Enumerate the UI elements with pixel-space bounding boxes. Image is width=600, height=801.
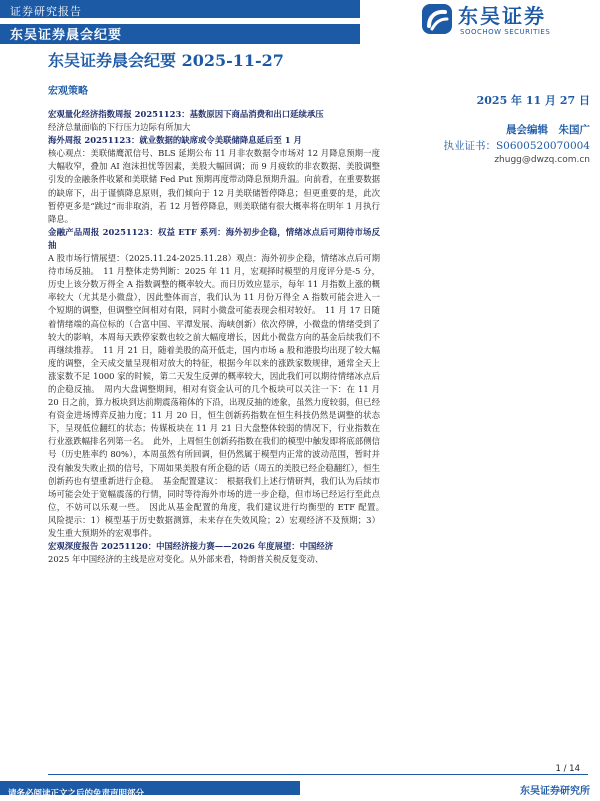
- heading-macro-quant: 宏观量化经济指数周报 20251123：基数原因下商品消费和出口延续承压: [48, 109, 324, 119]
- footer-company: 东吴证券研究所: [520, 786, 590, 797]
- paragraph-macro-deep: 2025 年中国经济的主线是应对变化。从外部来看，特朗普关税反复变动、: [48, 554, 324, 565]
- disclaimer-band: [0, 781, 300, 799]
- article-body: [48, 108, 389, 566]
- paragraph-financial-products: A 股市场行情展望：（2025.11.24-2025.11.28）观点：海外初步企稳，情绪冰点后可期待市场反抽。 11 月整体走势判断：2025 年 11 月，宏观择时模型的月度评分是-5 分，历史上该分数万得全 A 指数调整的概率较大。而日历效应显示，每年 11 月指数上涨的概率较大（尤其是小微盘），因此整体而言，我们认为 11 月份万得全 A 指数可能会进入一个短期的调整，但调整空间相对有限，同时小微盘可能表现会相对较好。 11 月 17 日随着情绪端的高位标的（合富中国、平潭发展、海峡创新）依次停牌，小微盘的情绪受到了较大的影响，本周每天跌停家数也较之前大幅度增长，因此小微盘方向的基金后续我们不再继续推荐。 11 月 21 日，随着美股的高开低走，国内市场 a 股和港股均出现了较大幅度的调整，全天成交量呈现相对放大的特征，根据今年以来的涨跌家数规律，通常全天上涨家数不足 1000 家的时候，第二天发生反弹的概率较大，因此我们可以期待情绪冰点后的企稳反抽。 周内大盘调整期间，相对有资金认可的几个板块可以关注一下：在 11 月 20 日之前，算力板块到达前期震荡箱体的下沿，出现反抽的迹象，虽然力度较弱，但已经有资金进场博弈反抽力度；11 月 20 日，恒生创新药指数在恒生科技仍然是调整的状态下，呈现低位翻红的状态；传媒板块在 11 月 21 日大盘整体较弱的情况下，行业指数在行业涨跌幅排名列第一名。 此外，上周恒生创新药指数在我们的模型中触发即将底部侧信号（历史胜率约 80%），本周虽然有所回调，但仍然属于模型内正常的波动范围，暂时并没有触发失败止损的信号，下周如果美股有所企稳的话（周五的美股已经企稳翻红），恒生创新药也有望重新进行企稳。 基金配置建议： 根据我们上述行情研判，我们认为后续市场可能会处于宽幅震荡的行情，同时等待海外市场的进一步企稳，但市场已经运行至此点位，不妨可以乐观一些。 因此从基金配置的角度，我们建议进行均衡型的 ETF 配置。 风险提示：1）模型基于历史数据测算，未来存在失效风险；2）宏观经济不及预期；3）发生重大预期外的宏观事件。: [48, 253, 389, 538]
- heading-financial-products: 金融产品周报 20251123：权益 ETF 系列：海外初步企稳，情绪冰点后可期待市场反抽: [48, 226, 380, 250]
- heading-macro-deep: 宏观深度报告 20251120：中国经济接力赛——2026 年度展望：中国经济: [48, 541, 334, 552]
- series-name: 东吴证券晨会纪要: [10, 28, 123, 43]
- disclaimer-text: 请务必阅读正文之后的免责声明部分: [8, 789, 145, 799]
- logo-text-cn: 东吴证券: [458, 4, 546, 28]
- series-band: [0, 24, 360, 44]
- logo-mark-icon: [420, 2, 454, 36]
- report-date: 2025 年 11 月 27 日: [476, 94, 590, 107]
- page-number: 1 / 14: [555, 764, 580, 774]
- report-type: 证券研究报告: [10, 5, 82, 18]
- paragraph-macro-quant: 经济总量面临的下行压力边际有所加大: [48, 122, 191, 133]
- report-type-band: [0, 0, 360, 18]
- company-logo: [420, 0, 590, 44]
- page-title: 东吴证券晨会纪要 2025-11-27: [48, 51, 284, 70]
- section-label: 宏观策略: [48, 86, 88, 97]
- heading-overseas: 海外周报 20251123：就业数据的缺席或令美联储降息延后至 1 月: [48, 135, 302, 146]
- editor-email: zhugg@dwzq.com.cn: [494, 155, 590, 165]
- logo-text-en: SOOCHOW SECURITIES: [460, 28, 551, 36]
- footer-divider: [48, 774, 588, 775]
- license-number: 执业证书：S0600520070004: [443, 140, 590, 152]
- editor-name: 晨会编辑 朱国广: [506, 124, 590, 136]
- paragraph-overseas: 核心观点：美联储鹰派信号、BLS 延期公布 11 月非农数据令市场对 12 月降息预期一度大幅收窄，叠加 AI 泡沫担忧等因素，美股大幅回调；而 9 月疲软的非农数据、美股调整引发的金融条件收紧和美联储 Fed Put 预期再度带动降息预期升温。向前看，在重要数据的缺席下，出于谨慎降息原则，我们倾向于 12 月美联储暂停降息；但更重要的是，此次暂停更多是“跳过”而非取消，若 12 月暂停降息，则美联储有很大概率将在明年 1 月执行降息。: [48, 148, 380, 224]
